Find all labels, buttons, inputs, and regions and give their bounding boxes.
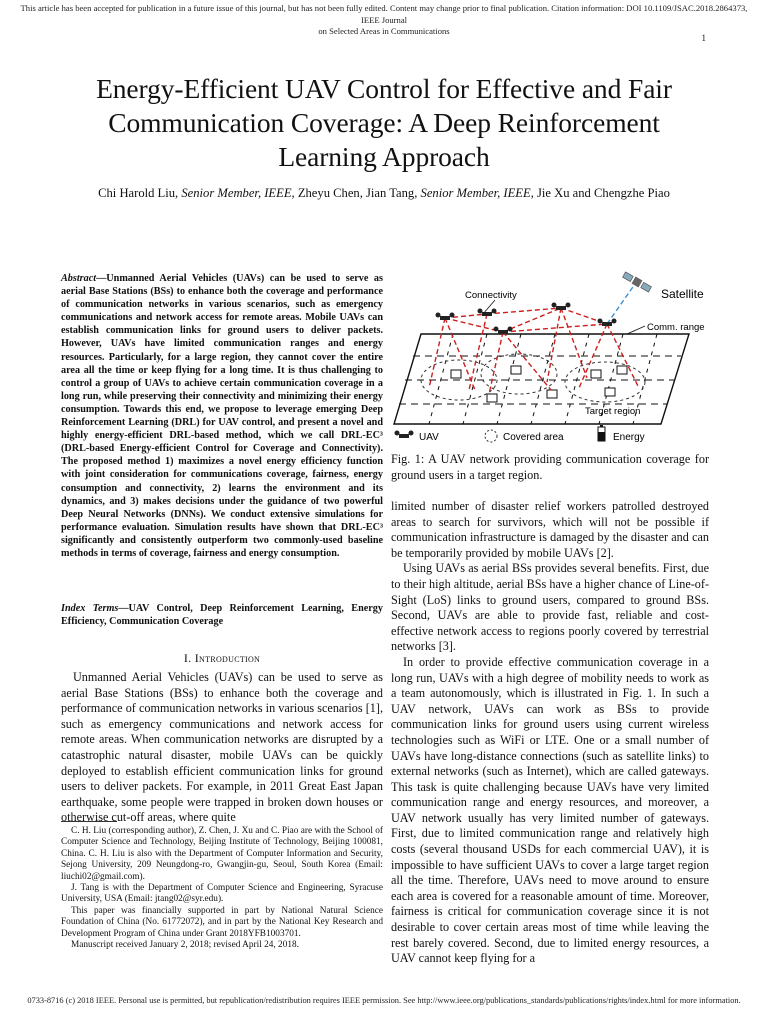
legend-energy-label: Energy [613,432,645,443]
index-terms-text: —UAV Control, Deep Reinforcement Learning, Energy Efficiency, Communication Coverage [61,603,383,628]
banner-line-2: on Selected Areas in Communications [318,26,450,36]
label-connectivity: Connectivity [465,290,517,301]
legend-covered-label: Covered area [503,432,564,443]
uav-network-diagram [391,270,709,446]
right-column-body [391,499,709,967]
legend-uav-label: UAV [419,432,439,443]
footnote-funding: This paper was financially supported in part by National Natural Science Foundation of China (No. 61772072), and in part by the National Key Research and Development Program of China under Grant 2018YFB1003701. [61,905,383,939]
legend-covered-icon [485,430,497,442]
comm-range-pointer [627,326,645,334]
title-line-2: Communication Coverage: A Deep Reinforcement [108,107,660,138]
abstract [61,272,383,560]
footnotes [61,826,383,951]
title-line-1: Energy-Efficient UAV Control for Effective and Fair [96,73,672,104]
legend [395,425,645,443]
section-numeral: I. [183,651,195,665]
intro-paragraph: Unmanned Aerial Vehicles (UAVs) can be used to serve as aerial Base Stations (BSs) to enhance both the coverage and performance of communication networks in various scenarios [1], such as emergency communications and network access for remote areas. When communication networks are disrupted by a catastrophic natural disaster, mobile UAVs can be quickly deployed to establish efficient communication links for ground users to deliver packets. For example, in 2011 Great East Japan earthquake, some people were trapped in broken down houses or otherwise cut-off areas, where quite [61,670,383,825]
author-3: , Jie Xu and Chengzhe Piao [530,186,670,200]
abstract-lead: Abstract [61,273,97,284]
figure-1 [391,270,709,446]
figure-caption: Fig. 1: A UAV network providing communication coverage for ground users in a target region. [391,452,709,482]
index-terms [61,602,383,628]
intro-body [61,670,383,826]
journal-banner [20,3,748,38]
abstract-text: —Unmanned Aerial Vehicles (UAVs) can be used to serve as aerial Base Stations (BSs) to enhance both the coverage and performance of communication networks in various scenarios, such as emergency communications and network access for remote areas. Mobile UAVs can establish communication links for ground users to deliver packets. However, UAVs have limited communication ranges and energy resources. Particularly, for a large region, they cannot cover the entire area all the time or keep flying for a long time. It is thus challenging to control a group of UAVs to achieve certain communication coverage in a long run, while preserving their connectivity and minimizing their energy consumption. Towards this end, we propose to leverage emerging Deep Reinforcement Learning (DRL) for UAV control, and present a novel and highly energy-efficient DRL-based method, which we call DRL-EC³ (DRL-based Energy-efficient Control for Coverage and Connectivity). The proposed method 1) maximizes a novel energy efficiency function with joint consideration for communications coverage, fairness, energy consumption and connectivity, 2) learns the environment and its dynamics, and 3) makes decisions under the guidance of two powerful Deep Neural Networks (DNNs). We conduct extensive simulations for performance evaluation. Simulation results have shown that DRL-EC³ significantly and consistently outperform two commonly-used baseline methods in terms of coverage, fairness and energy consumption. [61,273,383,559]
footnote-tang: J. Tang is with the Department of Computer Science and Engineering, Syracuse University, USA (Email: jtang02@syr.edu). [61,883,383,905]
paper-title [30,72,738,174]
author-2-role: Senior Member, IEEE [420,186,531,200]
author-1: Chi Harold Liu, [98,186,182,200]
uav-icons [436,303,617,335]
banner-line-1: This article has been accepted for publication in a future issue of this journal, but has not been fully edited. Content may change prior to final publication. Citation information: DOI 10.1109/JSAC.2018.2864373, IEEE Journal [20,3,748,25]
footnote-affiliation: C. H. Liu (corresponding author), Z. Chen, J. Xu and C. Piao are with the School of Computer Science and Technology, Beijing Institute of Technology, Beijing 100081, China. C. H. Liu is also with the Department of Computer Information and Security, Sejong University, 209 Neungdong-ro, Gwangjin-gu, Seoul, South Korea (Email: liuchi02@gmail.com). [61,826,383,882]
label-satellite: Satellite [661,287,704,301]
right-paragraph-3: In order to provide effective communication coverage in a long run, UAVs with a high degree of mobility needs to work as a team autonomously, which is illustrated in Fig. 1. In such a UAV network, UAVs can work as BSs to provide communication links for ground users using current wireless technologies such as WiFi or LTE. One or a small number of UAVs have long-distance connections (such as satellite links) to external networks (such as Internet), which are called gateways. This task is quite challenging because UAVs have very limited communication range and energy resources, and moreover, a UAV network usually has very limited number of gateways. First, due to limited communication range and relatively high costs (several thousand USDs for each commercial UAV), it is impossible to have sufficient UAVs to cover a large target region all the time. Therefore, UAVs need to move around to ensure each area is covered for a reasonable amount of time. Moreover, fairness is critical for communication coverage since it is not desirable to cover certain areas most of time while leaving the rest barely covered. Second, due to limited energy resources, a UAV cannot keep flying for a [391,654,709,966]
copyright-footer: 0733-8716 (c) 2018 IEEE. Personal use is permitted, but republication/redistribution requires IEEE permission. See http://www.ieee.org/publications_standards/publications/rights/index.html for more information. [27,996,741,1005]
section-heading [61,651,383,666]
title-line-3: Learning Approach [278,141,490,172]
legend-uav-icon [395,431,414,439]
right-paragraph-1: limited number of disaster relief workers patrolled destroyed areas to search for survivors, which will not be possible if communication infrastructure is damaged by the disaster and can be temporarily provided by mobile UAVs [2]. [391,499,709,560]
label-comm-range: Comm. range [647,322,705,333]
author-2: , Zheyu Chen, Jian Tang, [291,186,421,200]
footnote-received: Manuscript received January 2, 2018; revised April 24, 2018. [71,940,299,951]
comm-range-lines [429,308,639,394]
label-target-region: Target region [585,406,641,417]
footnote-rule [61,821,117,822]
satellite-link [607,284,635,324]
author-list [20,186,748,201]
right-paragraph-2: Using UAVs as aerial BSs provides several benefits. First, due to their high altitude, aerial BSs have a higher chance of Line-of-Sight (LoS) links to ground users, compared to ground BSs. Second, UAVs are able to provide fast, reliable and cost-effective network access to regions poorly covered by terrestrial networks [3]. [391,561,709,654]
index-terms-lead: Index Terms [61,603,119,614]
legend-energy-icon [598,425,605,441]
page-number: 1 [701,33,706,43]
author-1-role: Senior Member, IEEE [181,186,292,200]
satellite-icon [622,271,652,293]
section-title: Introduction [194,651,261,665]
